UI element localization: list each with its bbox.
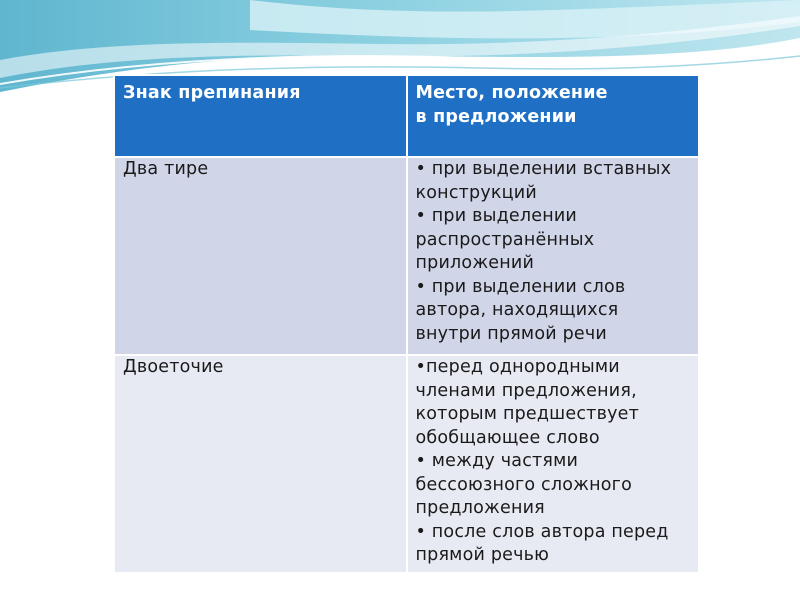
table-row — [114, 157, 699, 355]
position-item: • при выделении слов автора, находящихся внутри прямой речи — [415, 276, 626, 344]
position-item: • при выделении вставных конструкций — [415, 159, 672, 203]
position-item: • при выделении распространённых приложений — [415, 206, 595, 273]
position-item: • после слов автора перед прямой речью — [415, 521, 669, 565]
header-punctuation-mark: Знак препинания — [114, 75, 407, 157]
punctuation-table — [113, 74, 700, 574]
cell-positions — [407, 157, 700, 355]
position-item: •перед однородными членами предложения, которым предшествует обобщающее слово — [415, 357, 640, 448]
table-header-row — [114, 75, 699, 157]
table-row — [114, 355, 699, 573]
position-item: • между частями бессоюзного сложного предложения — [415, 451, 632, 518]
cell-positions — [407, 355, 700, 573]
cell-mark: Два тире — [114, 157, 407, 355]
cell-mark: Двоеточие — [114, 355, 407, 573]
header-position-in-sentence: Место, положение в предложении — [407, 75, 700, 157]
